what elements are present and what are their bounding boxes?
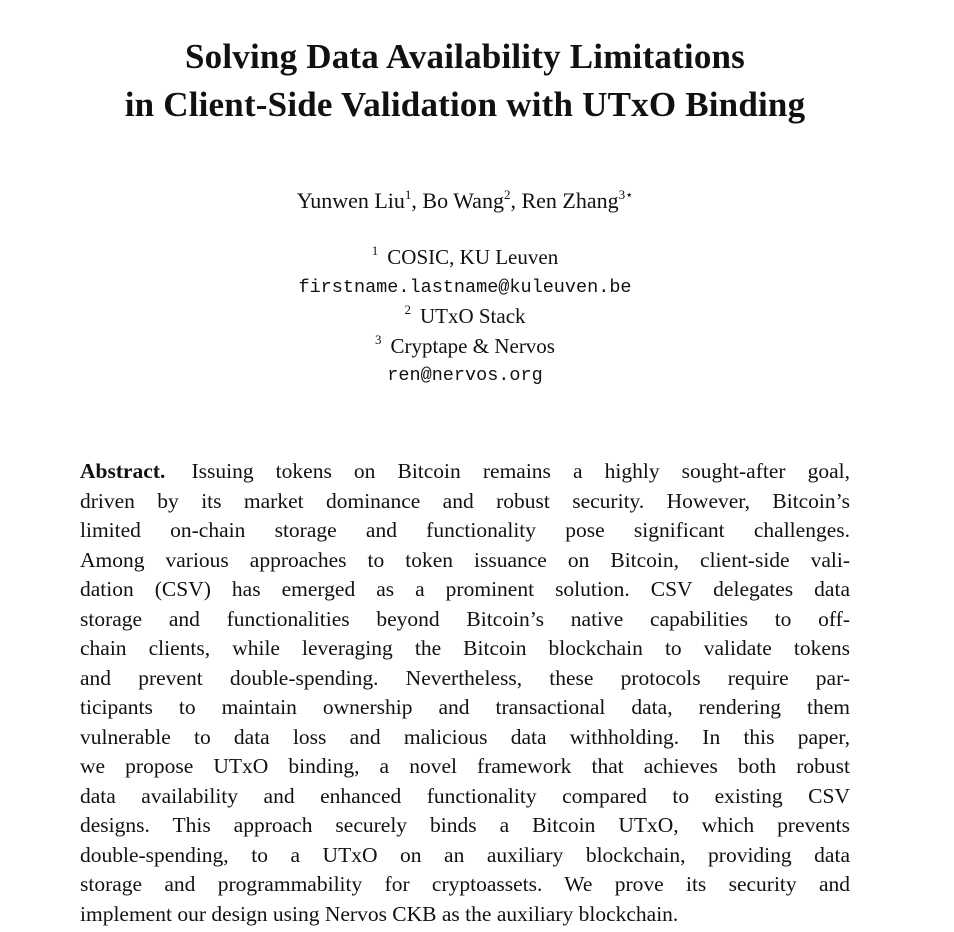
abstract-line: limited on-chain storage and functionality pose significant challenges. (80, 518, 850, 542)
affiliation-name: Cryptape & Nervos (390, 333, 555, 358)
author-name: Bo Wang (422, 188, 504, 213)
abstract-label: Abstract. (80, 459, 166, 483)
affiliation-email: firstname.lastname@kuleuven.be (298, 276, 632, 298)
affiliation-name: UTxO Stack (419, 304, 526, 328)
author-mark: 1 (404, 187, 412, 202)
author-name: Ren Zhang (521, 188, 619, 213)
affiliation-line (0, 243, 930, 273)
affiliation-name: COSIC, KU Leuven (387, 245, 559, 269)
title-line-2: in Client-Side Validation with UTxO Binding (124, 85, 806, 124)
title-line-1: Solving Data Availability Limitations (184, 37, 746, 76)
author-mark: 3⋆ (618, 187, 634, 202)
affiliation-mark: 2 (404, 302, 411, 317)
abstract-line: and prevent double-spending. Nevertheless, these protocols require par- (80, 665, 850, 690)
abstract-line: vulnerable to data loss and malicious data withholding. In this paper, (80, 724, 850, 749)
abstract-line-text: Issuing tokens on Bitcoin remains a highly sought-after goal, (191, 459, 851, 483)
affiliation-mark: 3 (375, 331, 382, 347)
affiliation-line (0, 332, 930, 362)
abstract-line: Among various approaches to token issuance on Bitcoin, client-side vali- (80, 547, 850, 572)
author-name: Yunwen Liu (296, 188, 405, 213)
affiliation-mark: 1 (371, 243, 379, 258)
affiliation-email: ren@nervos.org (387, 365, 543, 386)
abstract-line: implement our design using Nervos CKB as the auxiliary blockchain. (80, 901, 679, 926)
paper-title (0, 33, 930, 129)
abstract-line (80, 457, 850, 487)
abstract-line: designs. This approach securely binds a Bitcoin UTxO, which prevents (80, 813, 850, 837)
author-mark: 2 (503, 187, 511, 202)
abstract-line: chain clients, while leveraging the Bitcoin blockchain to validate tokens (80, 636, 850, 660)
abstract-line: data availability and enhanced functionality compared to existing CSV (80, 783, 850, 808)
abstract-line: ticipants to maintain ownership and transactional data, rendering them (80, 695, 850, 719)
abstract (80, 457, 850, 929)
abstract-line: storage and programmability for cryptoassets. We prove its security and (80, 872, 850, 896)
abstract-line: driven by its market dominance and robust security. However, Bitcoin’s (80, 488, 850, 513)
abstract-line: storage and functionalities beyond Bitcoin’s native capabilities to off- (80, 606, 850, 631)
abstract-line: double-spending, to a UTxO on an auxiliary blockchain, providing data (80, 842, 850, 867)
author-list: Yunwen Liu$^1$, Bo Wang$^2$, Ren Zhang$^{3⋆}$ (296, 187, 634, 213)
affiliation-list (0, 243, 930, 391)
abstract-line: we propose UTxO binding, a novel framework that achieves both robust (80, 754, 850, 778)
abstract-line: dation (CSV) has emerged as a prominent solution. CSV delegates data (80, 577, 850, 601)
affiliation-line (0, 302, 930, 332)
